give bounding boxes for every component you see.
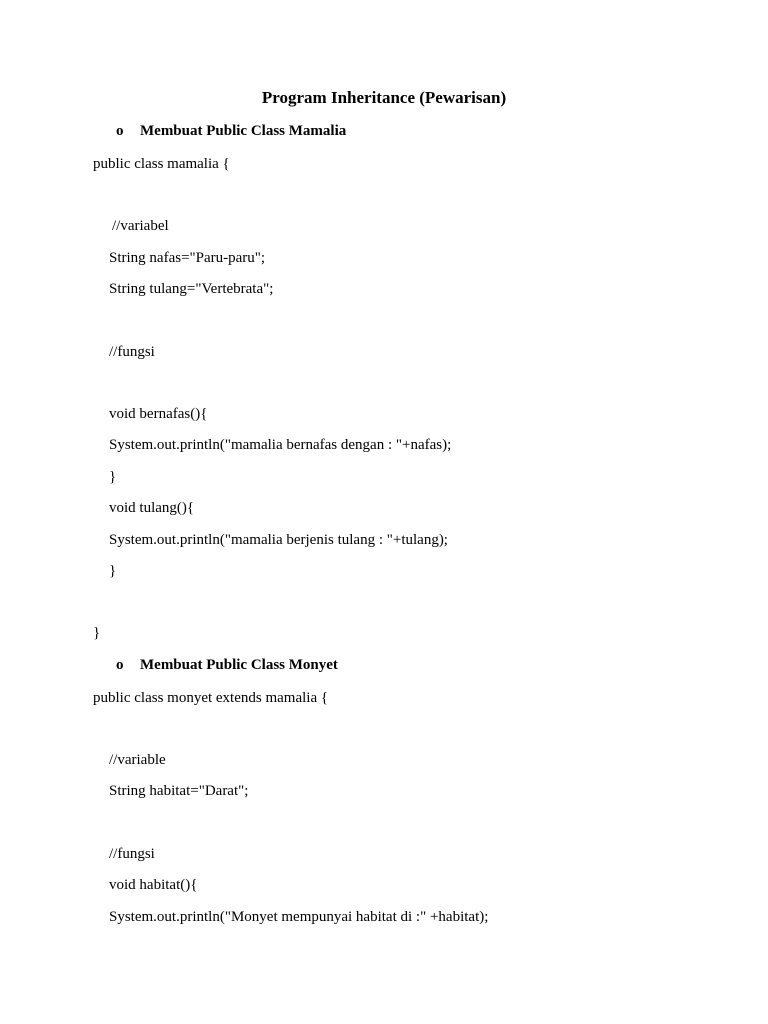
code-line: System.out.println("mamalia berjenis tulang : "+tulang); (109, 532, 448, 548)
code-line: String tulang="Vertebrata"; (109, 281, 274, 297)
code-line: void habitat(){ (109, 877, 198, 893)
code-comment: //fungsi (109, 344, 155, 360)
code-line: } (109, 469, 117, 485)
document-title: Program Inheritance (Pewarisan) (261, 88, 507, 107)
bullet-icon: o (116, 657, 124, 673)
code-comment: //variable (109, 752, 166, 768)
code-line: void tulang(){ (109, 500, 195, 516)
code-line: String nafas="Paru-paru"; (109, 250, 266, 266)
code-comment: //fungsi (109, 846, 155, 862)
section-heading-monyet (116, 655, 338, 675)
code-line: String habitat="Darat"; (109, 783, 249, 799)
code-line: } (109, 563, 117, 579)
section-heading-label: Membuat Public Class Monyet (140, 657, 338, 673)
section-heading-mamalia (116, 121, 346, 141)
code-line: } (93, 625, 101, 641)
code-comment: //variabel (112, 218, 169, 234)
bullet-icon: o (116, 123, 124, 139)
code-line: public class monyet extends mamalia { (93, 690, 329, 706)
code-line: System.out.println("mamalia bernafas dengan : "+nafas); (109, 437, 452, 453)
code-line: public class mamalia { (93, 156, 230, 172)
code-line: System.out.println("Monyet mempunyai habitat di :" +habitat); (109, 909, 489, 925)
section-heading-label: Membuat Public Class Mamalia (140, 123, 347, 139)
code-line: void bernafas(){ (109, 406, 208, 422)
